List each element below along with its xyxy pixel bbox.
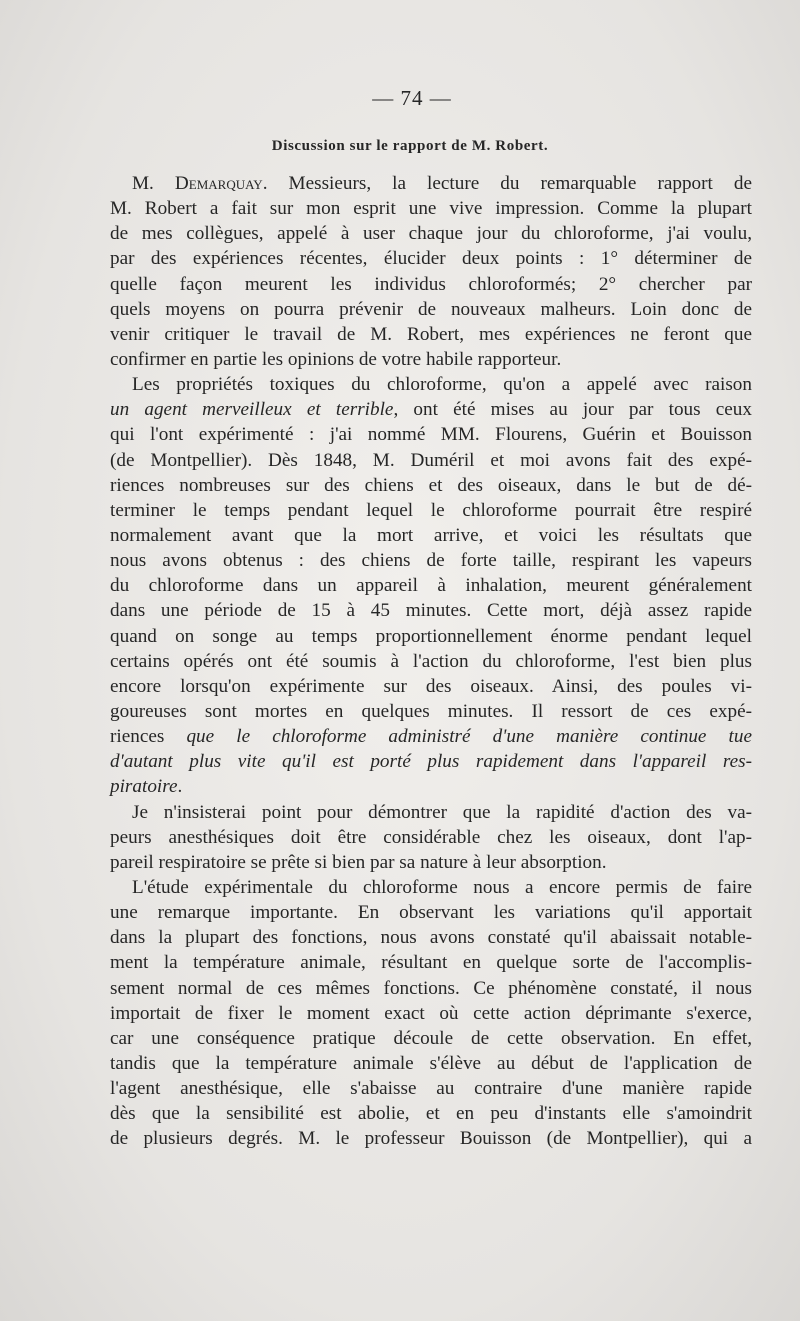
text-line <box>110 347 752 372</box>
text-line <box>110 372 752 397</box>
line-text: terminer le temps pendant lequel le chloroforme pourrait être respiré <box>110 499 752 521</box>
line-text: encore lorsqu'on expérimente sur des oiseaux. Ainsi, des poules vi- <box>110 675 752 697</box>
text-line <box>110 875 752 900</box>
line-text: Je n'insisterai point pour démontrer que la rapidité d'action des va- <box>132 801 752 823</box>
page-number: — 74 — <box>372 86 452 110</box>
italic-text: un agent merveilleux et terrible <box>110 399 394 421</box>
line-text: certains opérés ont été soumis à l'action du chloroforme, l'est bien plus <box>110 650 752 672</box>
text-line <box>110 297 752 322</box>
text-line <box>110 598 752 623</box>
text-line <box>110 397 752 422</box>
line-text: confirmer en partie les opinions de votre habile rapporteur. <box>110 348 562 370</box>
text-line <box>110 624 752 649</box>
line-text: , ont été mises au jour par tous ceux <box>393 399 752 421</box>
line-text: par des expériences récentes, élucider deux points : 1° déterminer de <box>110 248 752 270</box>
text-line <box>110 272 752 297</box>
line-text: (de Montpellier). Dès 1848, M. Duméril et moi avons fait des expé- <box>110 449 752 471</box>
line-text: sement normal de ces mêmes fonctions. Ce phénomène constaté, il nous <box>110 977 752 999</box>
line-text: normalement avant que la mort arrive, et voici les résultats que <box>110 524 752 546</box>
line-text: M. <box>132 173 175 194</box>
text-line <box>110 498 752 523</box>
line-text: riences <box>110 726 187 748</box>
text-line <box>110 573 752 598</box>
line-text: car une conséquence pratique découle de cette observation. En effet, <box>110 1027 752 1049</box>
text-line <box>110 900 752 925</box>
text-line <box>110 976 752 1001</box>
text-line <box>110 221 752 246</box>
text-line <box>110 800 752 825</box>
text-line <box>110 246 752 271</box>
body-text <box>110 171 752 1151</box>
text-line <box>110 422 752 447</box>
line-text: qui l'ont expérimenté : j'ai nommé MM. Flourens, Guérin et Bouisson <box>110 424 752 446</box>
italic-text: piratoire <box>110 776 178 798</box>
line-text: quelle façon meurent les individus chloroformés; 2° chercher par <box>110 273 752 295</box>
text-line <box>110 925 752 950</box>
text-line <box>110 322 752 347</box>
text-line <box>110 196 752 221</box>
line-text: de plusieurs degrés. M. le professeur Bouisson (de Montpellier), qui a <box>110 1128 752 1150</box>
line-text: ment la température animale, résultant en quelque sorte de l'accomplis- <box>110 952 752 974</box>
line-text: du chloroforme dans un appareil à inhalation, meurent généralement <box>110 575 752 597</box>
text-line <box>110 674 752 699</box>
line-text: dès que la sensibilité est abolie, et en peu d'instants elle s'amoindrit <box>110 1103 752 1125</box>
text-line <box>110 774 752 799</box>
text-line <box>110 448 752 473</box>
text-line <box>110 724 752 749</box>
line-text: venir critiquer le travail de M. Robert, mes expériences ne feront que <box>110 323 752 345</box>
text-line <box>110 548 752 573</box>
line-text: M. Robert a fait sur mon esprit une vive impression. Comme la plupart <box>110 198 752 220</box>
text-line <box>110 649 752 674</box>
section-heading: Discussion sur le rapport de M. Robert. <box>271 138 549 154</box>
line-text: de mes collègues, appelé à user chaque jour du chloroforme, j'ai voulu, <box>110 223 752 245</box>
text-line <box>110 523 752 548</box>
paragraph <box>110 171 752 372</box>
line-text: Les propriétés toxiques du chloroforme, qu'on a appelé avec raison <box>132 374 752 396</box>
line-text: tandis que la température animale s'élève au début de l'application de <box>110 1052 752 1074</box>
line-text: . <box>177 776 183 798</box>
italic-text: que le chloroforme administré d'une manière continue tue <box>186 726 752 748</box>
text-line <box>110 1026 752 1051</box>
text-line <box>110 1101 752 1126</box>
line-text: riences nombreuses sur des chiens et des oiseaux, dans le but de dé- <box>110 474 752 496</box>
paragraph <box>110 372 752 799</box>
paragraph <box>110 800 752 875</box>
text-line <box>110 1126 752 1151</box>
line-text: importait de fixer le moment exact où cette action déprimante s'exerce, <box>110 1002 752 1024</box>
text-line <box>110 749 752 774</box>
line-text: dans une période de 15 à 45 minutes. Cette mort, déjà assez rapide <box>110 600 752 622</box>
line-text: quels moyens on pourra prévenir de nouveaux malheurs. Loin donc de <box>110 298 752 320</box>
line-text: . Messieurs, la lecture du remarquable rapport de <box>262 173 753 194</box>
line-text: quand on songe au temps proportionnellement énorme pendant lequel <box>110 625 752 647</box>
line-text: goureuses sont mortes en quelques minutes. Il ressort de ces expé- <box>110 700 752 722</box>
text-line <box>110 1076 752 1101</box>
text-line <box>110 473 752 498</box>
line-text: dans la plupart des fonctions, nous avons constaté qu'il abaissait notable- <box>110 927 752 949</box>
paragraph <box>110 875 752 1152</box>
text-line <box>110 1051 752 1076</box>
line-text: l'agent anesthésique, elle s'abaisse au contraire d'une manière rapide <box>110 1078 752 1100</box>
text-line <box>110 1001 752 1026</box>
line-text: nous avons obtenus : des chiens de forte taille, respirant les vapeurs <box>110 550 752 572</box>
line-text: peurs anesthésiques doit être considérable chez les oiseaux, dont l'ap- <box>110 826 752 848</box>
line-text: pareil respiratoire se prête si bien par sa nature à leur absorption. <box>110 851 607 873</box>
line-text: L'étude expérimentale du chloroforme nous a encore permis de faire <box>132 876 752 898</box>
line-text: une remarque importante. En observant les variations qu'il apportait <box>110 902 752 924</box>
text-line <box>110 699 752 724</box>
text-line <box>110 171 752 196</box>
text-line <box>110 825 752 850</box>
italic-text: d'autant plus vite qu'il est porté plus rapidement dans l'appareil res- <box>110 751 752 773</box>
text-line <box>110 950 752 975</box>
text-line <box>110 850 752 875</box>
speaker-name: Demarquay <box>174 173 263 194</box>
